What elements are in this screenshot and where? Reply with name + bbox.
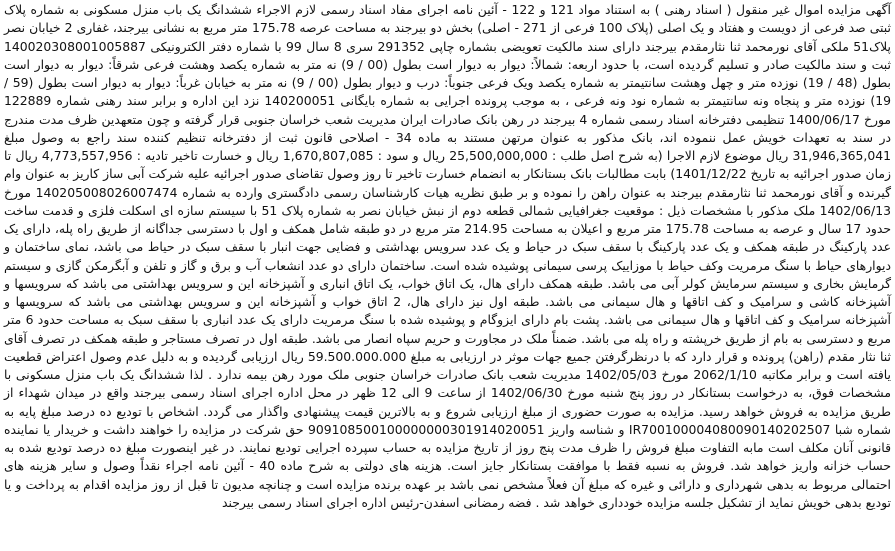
auction-notice-text: آگهی مزایده اموال غیر منقول ( اسناد رهنی ) به استناد مواد 121 و 122 - آئین نامه اجرای مفاد اسناد رسمی لازم الاجراء ششدانگ یک باب منزل مسکونی به شماره پلاک ثبتی صد فرعی از دویست و هفتاد و یک اصلی (پلاک 100 فرعی از 271 - اصلی) بخش دو بیرجند به مساحت عرصه 175.78 متر مربع به نشانی بیرجند، غفاری 2 خیابان نصر پلاک51 ملکی آقای نورمحمد ثنا نثارمقدم بیرجند دارای سند مالکیت تعویضی بشماره چاپی 291352 سری 8 سال 99 با شماره دفتر الکترونیکی 140020308001005887 ثبت و سند مالکیت صادر و تسلیم گردیده است، با حدود اربعه: شمالاً: دیوار به دیوار است بطول (00 / 9) نه متر به شماره یکصد وهشت فرعی شرقاً: دیوار به دیوار است بطول (48 / 19) نوزده متر و چهل وهشت سانتیمتر به شماره یکصد ویک فرعی جنوباً: درب و دیوار بطول (00 / 9) نه متر به خیابان غرباً: دیوار به دیوار است بطول (59 / 19) نوزده متر و پنجاه ونه سانتیمتر به شماره نود ونه فرعی ، به موجب پرونده اجرایی به شماره بایگانی 140200051 نزد این اداره و برابر سند رهنی شماره 122889 مورخ 1400/06/17 تنظیمی دفترخانه اسناد رسمی شماره 4 بیرجند در رهن بانک صادرات ایران مدیریت شعب خراسان جنوبی قرار گرفته و چون متعهدین ظرف مدت مندرج در سند به تعهدات خویش عمل ننموده اند، بانک مذکور به عنوان مرتهن مستند به ماده 34 - اصلاحی قانون ثبت از دفترخانه تنظیم کننده سند راجع به وصول مبلغ 31,946,365,041 ریال موضوع لازم الاجرا (به شرح اصل طلب : 25,500,000,000 ریال و سود : 1,670,807,085 ریال و خسارت تاخیر تادیه : 4,773,557,956 ریال تا زمان صدور اجرائیه به تاریخ 1401/12/22) بابت مطالبات بانک بستانکار به انضمام خسارت تاخیر تا روز وصول تقاضای صدور اجرائیه علیه شرکت آبی ساز کاریز به عنوان وام گیرنده و آقای نورمحمد ثنا نثارمقدم بیرجند به عنوان راهن را نموده و بر طبق نظریه هیات کارشناسان رسمی دادگستری وارده به شماره 140205008026007474 مورخ 1402/06/13 ملک مذکور با مشخصات ذیل : موقعیت جغرافیایی شمالی قطعه دوم از نبش خیابان نصر به شماره پلاک 51 با سیستم سازه ای اسکلت فلزی و قدمت ساخت حدود 17 سال و عرصه به مساحت 175.78 متر مربع و اعیلان به مساحت 214.95 متر مربع در دو طبقه شامل همکف و اول با دسترسی جداگانه از طریق راه پله، دارای یک عدد پارکینگ در طبقه همکف و یک عدد پارکینگ با سقف سبک در حیاط و یک عدد سرویس بهداشتی و فضایی جهت انبار با سقف سبک در حیاط می باشد، نمای ساختمان و دیوارهای حیاط با سنگ مرمریت وکف حیاط با موزاییک پرسی سیمانی پوشیده شده است. ساختمان دارای دو عدد انشعاب آب و برق و گاز و تلفن و آبگرمکن گازی و سیستم گرمایش بخاری و سیستم سرمایش کولر آبی می باشد. طبقه همکف دارای هال، یک اتاق خواب، یک اتاق انباری و آشپزخانه این و سرویس بهداشتی می باشد که سرویسها و آشپزخانه کاشی و سرامیک و کف اتاقها و هال سیمانی می باشد. طبقه اول نیز دارای هال، 2 اتاق خواب و آشپزخانه این و سرویس بهداشتی می باشد که سرویسها و آشپزخانه سرامیک و کف اتاقها و هال سیمانی می باشد. پشت بام دارای ایزوگام و پوشیده شده با سنگ مرمریت دارای یک عدد انباری با سقف سبک به مساحت حدود 6 متر مربع و دسترسی به بام از طریق خرپشته و راه پله می باشد. ضمناً ملک در مجاورت و حریم سپاه انصار می باشد. طبقه اول در تصرف مستاجر و طبقه همکف در تصرف آقای ثنا نثار مقدم (راهن) پرونده و قرار دارد که با درنظرگرفتن جمیع جهات موثر در ارزیابی به مبلغ 59.500.000.000 ریال ارزیابی گردیده و به دلیل عدم وصول اعتراض قطعیت یافته است و برابر مکاتبه 2062/1/10 مورخ 1402/05/03 مدیریت شعب بانک صادرات خراسان جنوبی ملک مورد رهن بیمه ندارد . لذا ششدانگ یک باب منزل مسکونی با مشخصات فوق، به درخواست بستانکار در روز پنج شنبه مورخ 1402/06/30 از ساعت 9 الی 12 ظهر در محل اداره اجرای اسناد رسمی بیرجند واقع در میدان شهداء از طریق مزایده به فروش خواهد رسید. مزایده به صورت حضوری از مبلغ ارزیابی شروع و به بالاترین قیمت پیشنهادی واگذار می گردد. اشخاص با تودیع ده درصد مبلغ پایه به شماره شبا IR700100004080090140202507 و شناسه واریز 909108500100000000301914020051 حق شرکت در مزایده را خواهند داشت و خریدار یا نماینده قانونی آنان مکلف است مابه التفاوت مبلغ فروش را ظرف مدت پنج روز از تاریخ مزایده به حساب سپرده اجرایی تودیع نمایند. در غیر اینصورت مبلغ ده درصد تودیع شده به حساب خزانه واریز خواهد شد. فروش به نسبه فقط با موافقت بستانکار جایز است. هزینه های دولتی به شرح ماده 40 - آئین نامه اجراء نقداً وصول و سایر هزینه های احتمالی مربوط به بدهی شهرداری و دارائی و غیره که مبلغ آن فعلاً مشخص نمی باشد بر عهده برنده مزایده است و چنانچه مدیون تا قبل از روز مزایده اقدام به پرداخت و یا تودیع بدهی خویش نماید از تشکیل جلسه مزایده خودداری خواهد شد . فضه رمضانی اسفدن-رئیس اداره اجرای اسناد رسمی بیرجند [4, 2, 892, 510]
